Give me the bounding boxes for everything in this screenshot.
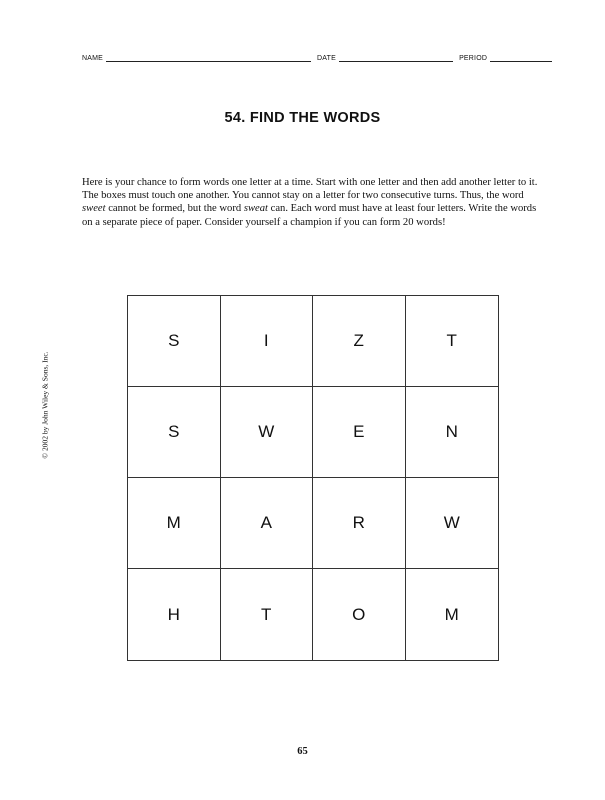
grid-cell: E: [313, 387, 406, 478]
name-blank: [106, 54, 311, 62]
date-label: DATE: [317, 55, 336, 62]
grid-cell: M: [128, 478, 221, 569]
copyright-notice: © 2002 by John Wiley & Sons, Inc.: [40, 351, 50, 459]
grid-cell: A: [221, 478, 314, 569]
grid-cell: T: [406, 296, 499, 387]
grid-cell: H: [128, 569, 221, 660]
grid-cell: M: [444, 604, 459, 624]
grid-cell: W: [406, 478, 499, 569]
instructions-part-3: can. Each word must have at least four letters. Write the words on a separate piece of paper. Consider yourself a champion if you can form 20 words!: [82, 203, 537, 228]
example-bad-word: sweet: [82, 203, 106, 215]
grid-cell: Z: [313, 296, 406, 387]
instructions-part-2: cannot be formed, but the word: [105, 203, 244, 215]
example-good-word: sweat: [243, 203, 268, 215]
grid-cell: N: [406, 387, 499, 478]
grid-cell: O: [313, 569, 406, 660]
date-blank: [339, 54, 453, 62]
period-blank: [490, 54, 552, 62]
grid-cell: S: [128, 296, 221, 387]
page-title: 54. FIND THE WORDS: [224, 110, 381, 126]
grid-cell: W: [221, 387, 314, 478]
period-label: PERIOD: [459, 55, 488, 62]
page-number: 65: [297, 746, 308, 757]
grid-cell: S: [128, 387, 221, 478]
student-info-line: [82, 54, 552, 62]
grid-cell: I: [221, 296, 314, 387]
letter-grid: [127, 295, 499, 661]
instructions-part-1: Here is your chance to form words one letter at a time. Start with one letter and then add another letter to it. The boxes must touch one another. You cannot stay on a letter for two consecutive turns. Thus, the word: [82, 176, 538, 201]
instructions-paragraph: [82, 176, 547, 230]
name-label: NAME: [82, 55, 104, 62]
grid-cell: R: [313, 478, 406, 569]
grid-cell: T: [221, 569, 314, 660]
